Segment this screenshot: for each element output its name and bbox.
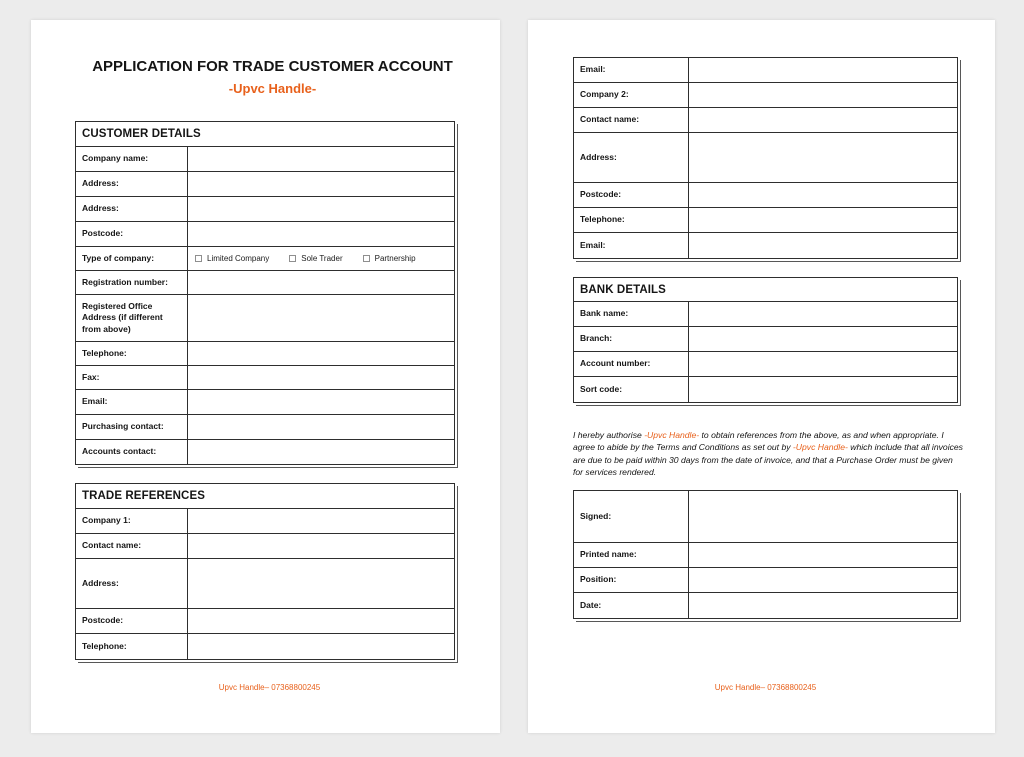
field-label-postcode: Postcode: (76, 222, 188, 246)
trade-references-table (75, 483, 455, 660)
value-ref2-telephone[interactable] (689, 208, 957, 232)
field-row (76, 172, 454, 197)
field-label-company-name: Company name: (76, 147, 188, 171)
value-ref1-postcode[interactable] (188, 609, 454, 633)
value-signed[interactable] (689, 491, 957, 542)
value-registration-number[interactable] (188, 271, 454, 294)
field-label-telephone: Telephone: (76, 342, 188, 365)
field-label-branch: Branch: (574, 327, 689, 351)
value-position[interactable] (689, 568, 957, 592)
field-label-address-2: Address: (76, 197, 188, 221)
value-sort-code[interactable] (689, 377, 957, 402)
checkbox-label: Partnership (374, 254, 416, 263)
field-label-ref2-contact-name: Contact name: (574, 108, 689, 132)
field-row (574, 593, 957, 618)
form-title: APPLICATION FOR TRADE CUSTOMER ACCOUNT (92, 58, 453, 75)
bank-details-table (573, 277, 958, 403)
section-header-customer-details: CUSTOMER DETAILS (76, 122, 454, 147)
page-2 (528, 20, 995, 733)
field-row (574, 327, 957, 352)
field-row (574, 108, 957, 133)
field-row (574, 302, 957, 327)
value-ref2-contact-name[interactable] (689, 108, 957, 132)
field-row (76, 247, 454, 271)
field-row (76, 342, 454, 366)
page-footer: Upvc Handle– 07368800245 (218, 683, 321, 692)
value-ref2-address[interactable] (689, 133, 957, 182)
value-email[interactable] (188, 390, 454, 414)
field-row (76, 295, 454, 342)
field-label-email: Email: (76, 390, 188, 414)
value-telephone[interactable] (188, 342, 454, 365)
field-label-purchasing-contact: Purchasing contact: (76, 415, 188, 439)
value-printed-name[interactable] (689, 543, 957, 567)
checkbox-limited-company[interactable] (195, 254, 269, 263)
checkbox-label: Limited Company (207, 254, 270, 263)
field-label-sort-code: Sort code: (574, 377, 689, 402)
brand-name: -Upvc Handle- (644, 430, 700, 440)
value-ref1-telephone[interactable] (188, 634, 454, 659)
field-label-ref2-telephone: Telephone: (574, 208, 689, 232)
value-address-1[interactable] (188, 172, 454, 196)
value-ref2-company[interactable] (689, 83, 957, 107)
field-label-position: Position: (574, 568, 689, 592)
page-footer: Upvc Handle– 07368800245 (714, 683, 817, 692)
field-label-ref1-telephone: Telephone: (76, 634, 188, 659)
field-label-signed: Signed: (574, 491, 689, 542)
value-ref2-email[interactable] (689, 233, 957, 258)
customer-details-table (75, 121, 455, 465)
field-label-ref1-address: Address: (76, 559, 188, 608)
field-row (574, 543, 957, 568)
field-label-ref1-postcode: Postcode: (76, 609, 188, 633)
value-registered-office-address[interactable] (188, 295, 454, 341)
field-row (76, 534, 454, 559)
authorisation-segment: which include that all invoices are due to be paid within 30 days from the date of invoice, and that a Purchase Order must be given for services rendered. (573, 442, 963, 478)
field-row (574, 568, 957, 593)
value-ref1-contact-name[interactable] (188, 534, 454, 558)
value-accounts-contact[interactable] (188, 440, 454, 464)
field-label-registered-office-address: Registered Office Address (if different from above) (76, 295, 188, 341)
value-ref1-email[interactable] (689, 58, 957, 82)
authorisation-segment: to obtain references from the above, as and when appropriate. I agree to abide by the Terms and Conditions as set out by (573, 430, 944, 453)
field-row (574, 208, 957, 233)
authorisation-segment: I hereby authorise (573, 430, 645, 440)
field-row (76, 222, 454, 247)
field-row (76, 147, 454, 172)
field-row (574, 183, 957, 208)
field-row (76, 366, 454, 390)
checkbox-icon (363, 255, 370, 262)
checkbox-partnership[interactable] (363, 254, 416, 263)
field-label-account-number: Account number: (574, 352, 689, 376)
field-label-registration-number: Registration number: (76, 271, 188, 294)
field-row (574, 58, 957, 83)
value-date[interactable] (689, 593, 957, 618)
field-row (574, 233, 957, 258)
field-row (76, 197, 454, 222)
field-row (76, 509, 454, 534)
field-row (76, 415, 454, 440)
field-label-ref2-address: Address: (574, 133, 689, 182)
section-header-trade-references: TRADE REFERENCES (76, 484, 454, 509)
field-row (574, 491, 957, 543)
field-row (76, 634, 454, 659)
value-account-number[interactable] (689, 352, 957, 376)
value-fax[interactable] (188, 366, 454, 389)
value-type-of-company (188, 247, 454, 270)
section-header-bank-details: BANK DETAILS (574, 278, 957, 302)
checkbox-icon (195, 255, 202, 262)
field-label-fax: Fax: (76, 366, 188, 389)
checkbox-label: Sole Trader (301, 254, 343, 263)
checkbox-icon (289, 255, 296, 262)
authorisation-text (573, 429, 965, 479)
field-row (76, 559, 454, 609)
value-company-name[interactable] (188, 147, 454, 171)
field-label-ref1-email: Email: (574, 58, 689, 82)
field-label-accounts-contact: Accounts contact: (76, 440, 188, 464)
value-ref2-postcode[interactable] (689, 183, 957, 207)
form-subtitle: -Upvc Handle- (228, 81, 317, 96)
value-ref1-company[interactable] (188, 509, 454, 533)
signature-table (573, 490, 958, 619)
field-label-printed-name: Printed name: (574, 543, 689, 567)
brand-name: -Upvc Handle- (792, 442, 848, 453)
field-label-ref2-postcode: Postcode: (574, 183, 689, 207)
field-label-ref2-company: Company 2: (574, 83, 689, 107)
field-label-address-1: Address: (76, 172, 188, 196)
field-row (76, 440, 454, 464)
value-bank-name[interactable] (689, 302, 957, 326)
field-row (574, 377, 957, 402)
value-address-2[interactable] (188, 197, 454, 221)
field-row (574, 352, 957, 377)
field-label-bank-name: Bank name: (574, 302, 689, 326)
value-ref1-address[interactable] (188, 559, 454, 608)
field-row (574, 83, 957, 108)
value-purchasing-contact[interactable] (188, 415, 454, 439)
field-row (574, 133, 957, 183)
value-branch[interactable] (689, 327, 957, 351)
value-postcode[interactable] (188, 222, 454, 246)
field-row (76, 390, 454, 415)
field-label-ref1-company: Company 1: (76, 509, 188, 533)
trade-references-continued-table (573, 57, 958, 259)
field-row (76, 609, 454, 634)
field-row (76, 271, 454, 295)
field-label-type-of-company: Type of company: (76, 247, 188, 270)
checkbox-sole-trader[interactable] (289, 254, 342, 263)
field-label-ref2-email: Email: (574, 233, 689, 258)
field-label-date: Date: (574, 593, 689, 618)
page-1 (31, 20, 500, 733)
field-label-ref1-contact-name: Contact name: (76, 534, 188, 558)
